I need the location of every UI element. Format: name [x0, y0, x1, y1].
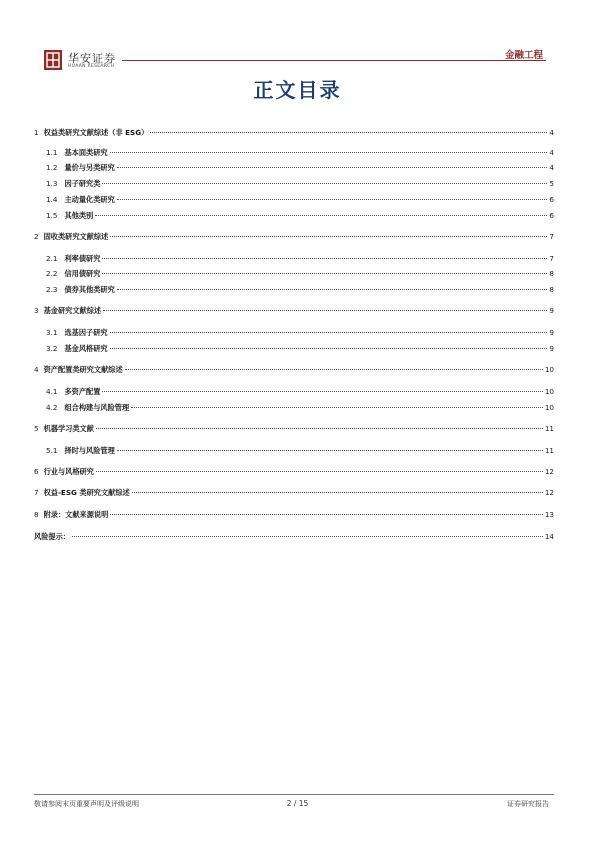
toc-entry-number: 2.1 — [46, 254, 58, 263]
toc-entry-number: 2.3 — [46, 285, 58, 294]
toc-entry-line — [46, 161, 554, 175]
toc-entry[interactable] — [34, 283, 554, 297]
toc-entry[interactable] — [34, 342, 554, 356]
logo-text-cn: 华安证券 — [68, 52, 116, 65]
toc-dot-leader — [110, 348, 548, 349]
toc-dot-leader — [102, 183, 547, 184]
toc-entry-line — [46, 401, 554, 415]
toc-entry-number: 1.4 — [46, 195, 58, 204]
toc-entry[interactable] — [34, 304, 554, 318]
toc-entry-page: 9 — [549, 344, 554, 353]
toc-entry-line — [46, 267, 554, 281]
toc-entry-page: 8 — [549, 285, 554, 294]
toc-entry-line — [46, 283, 554, 297]
toc-dot-leader — [117, 167, 548, 168]
toc-entry-title: 债券其他类研究 — [64, 285, 115, 294]
toc-entry-line — [34, 422, 554, 436]
toc-entry-page: 10 — [544, 365, 554, 374]
toc-dot-leader — [131, 407, 543, 408]
toc-entry[interactable] — [34, 209, 554, 223]
toc-entry-page: 6 — [549, 211, 554, 220]
toc-entry[interactable] — [34, 530, 554, 544]
toc-entry-line — [34, 230, 554, 244]
header-divider — [122, 60, 546, 61]
toc-dot-leader — [95, 215, 547, 216]
logo-mark-icon — [44, 50, 62, 70]
toc-entry-title: 信用债研究 — [64, 269, 101, 278]
toc-entry-page: 12 — [544, 467, 554, 476]
toc-entry-line — [34, 363, 554, 377]
toc-entry-number: 7 — [34, 488, 39, 497]
toc-entry[interactable] — [34, 252, 554, 266]
company-logo — [44, 50, 134, 74]
footer-disclaimer: 敬请参阅末页重要声明及评级说明 — [34, 800, 139, 808]
toc-entry[interactable] — [34, 465, 554, 479]
toc-entry-line — [34, 304, 554, 318]
toc-dot-leader — [150, 132, 547, 133]
toc-entry-number: 1.2 — [46, 163, 58, 172]
toc-entry-line — [46, 385, 554, 399]
toc-entry-number: 2 — [34, 232, 39, 241]
toc-entry-number: 5 — [34, 424, 39, 433]
toc-entry[interactable] — [34, 444, 554, 458]
page-indicator: 2 / 15 — [286, 799, 309, 808]
footer-report-type: 证券研究报告 — [507, 800, 549, 808]
toc-entry[interactable] — [34, 401, 554, 415]
toc-entry[interactable] — [34, 177, 554, 191]
toc-entry-number: 1.3 — [46, 179, 58, 188]
toc-entry-title: 风险提示： — [34, 532, 70, 541]
toc-entry-number: 4 — [34, 365, 39, 374]
toc-entry-page: 7 — [549, 232, 554, 241]
toc-entry-number: 3.2 — [46, 344, 58, 353]
toc-entry-number: 3.1 — [46, 328, 58, 337]
toc-entry[interactable] — [34, 326, 554, 340]
toc-entry-title: 量价与另类研究 — [64, 163, 115, 172]
toc-dot-leader — [103, 310, 547, 311]
toc-entry-title: 择时与风险管理 — [64, 446, 115, 455]
section-tag: 金融工程 — [504, 50, 543, 61]
page-title: 正文目录 — [253, 78, 342, 102]
toc-entry-line — [34, 508, 554, 522]
toc-entry-title: 基金研究文献综述 — [43, 306, 102, 315]
toc-dot-leader — [96, 471, 543, 472]
toc-dot-leader — [72, 536, 543, 537]
toc-entry-title: 附录：文献来源说明 — [43, 510, 109, 519]
toc-dot-leader — [117, 199, 548, 200]
toc-entry-number: 5.1 — [46, 446, 58, 455]
toc-entry[interactable] — [34, 193, 554, 207]
toc-entry[interactable] — [34, 363, 554, 377]
toc-entry[interactable] — [34, 126, 554, 140]
toc-entry-page: 11 — [544, 446, 554, 455]
toc-entry-line — [46, 252, 554, 266]
toc-entry-title: 选基因子研究 — [64, 328, 108, 337]
toc-entry-number: 1.5 — [46, 211, 58, 220]
toc-entry-page: 6 — [549, 195, 554, 204]
logo-text-en: HUAAN RESEARCH — [68, 64, 115, 69]
toc-entry-page: 12 — [544, 488, 554, 497]
toc-entry-number: 1 — [34, 128, 39, 137]
toc-entry-line — [34, 486, 554, 500]
toc-entry-title: 多资产配置 — [64, 387, 101, 396]
toc-entry[interactable] — [34, 161, 554, 175]
toc-entry-line — [34, 465, 554, 479]
toc-dot-leader — [102, 391, 542, 392]
toc-entry-page: 13 — [544, 510, 554, 519]
toc-entry-title: 行业与风格研究 — [43, 467, 94, 476]
toc-entry-number: 1.1 — [46, 148, 58, 157]
toc-dot-leader — [102, 273, 547, 274]
toc-entry-title: 组合构建与风险管理 — [64, 403, 130, 412]
toc-entry-page: 14 — [544, 532, 554, 541]
toc-entry-number: 4.2 — [46, 403, 58, 412]
toc-entry-line — [34, 126, 554, 140]
toc-entry-title: 利率债研究 — [64, 254, 101, 263]
toc-entry-number: 3 — [34, 306, 39, 315]
toc-entry-title: 基金风格研究 — [64, 344, 108, 353]
toc-entry[interactable] — [34, 486, 554, 500]
toc-entry-title: 权益-ESG 类研究文献综述 — [43, 488, 130, 497]
toc-entry-line — [34, 530, 554, 544]
toc-entry-page: 11 — [544, 424, 554, 433]
toc-entry[interactable] — [34, 230, 554, 244]
toc-entry-title: 基本面类研究 — [64, 148, 108, 157]
toc-entry-title: 其他类别 — [64, 211, 94, 220]
toc-dot-leader — [96, 428, 543, 429]
footer-divider — [34, 794, 554, 795]
toc-dot-leader — [132, 492, 543, 493]
toc-entry-page: 7 — [549, 254, 554, 263]
toc-dot-leader — [117, 289, 548, 290]
page-header — [0, 0, 595, 80]
toc-dot-leader — [110, 152, 548, 153]
toc-entry-number: 8 — [34, 510, 39, 519]
toc-entry-number: 2.2 — [46, 269, 58, 278]
toc-dot-leader — [125, 369, 543, 370]
toc-dot-leader — [102, 258, 547, 259]
toc-entry-title: 资产配置类研究文献综述 — [43, 365, 123, 374]
toc-entry-page: 10 — [544, 403, 554, 412]
toc-dot-leader — [110, 514, 543, 515]
toc-entry[interactable] — [34, 146, 554, 160]
toc-entry[interactable] — [34, 422, 554, 436]
toc-entry-page: 9 — [549, 306, 554, 315]
toc-entry-title: 固收类研究文献综述 — [43, 232, 109, 241]
toc-entry-page: 9 — [549, 328, 554, 337]
toc-entry-page: 10 — [544, 387, 554, 396]
toc-entry-line — [46, 326, 554, 340]
toc-entry-title: 权益类研究文献综述（非 ESG） — [43, 128, 149, 137]
toc-entry-page: 4 — [549, 128, 554, 137]
toc-entry-page: 4 — [549, 148, 554, 157]
toc-entry[interactable] — [34, 267, 554, 281]
toc-entry-page: 5 — [549, 179, 554, 188]
toc-entry-title: 因子研究类 — [64, 179, 101, 188]
toc-entry-page: 8 — [549, 269, 554, 278]
toc-entry-line — [46, 193, 554, 207]
toc-dot-leader — [110, 236, 547, 237]
toc-entry-line — [46, 209, 554, 223]
toc-dot-leader — [110, 332, 548, 333]
toc-entry-line — [46, 342, 554, 356]
toc-entry-title: 机器学习类文献 — [43, 424, 94, 433]
toc-entry-number: 4.1 — [46, 387, 58, 396]
toc-dot-leader — [117, 450, 543, 451]
toc-entry-page: 4 — [549, 163, 554, 172]
toc-entry-number: 6 — [34, 467, 39, 476]
toc-entry-line — [46, 146, 554, 160]
toc-entry[interactable] — [34, 385, 554, 399]
toc-entry[interactable] — [34, 508, 554, 522]
toc-entry-line — [46, 444, 554, 458]
toc-entry-title: 主动量化类研究 — [64, 195, 115, 204]
toc-entry-line — [46, 177, 554, 191]
